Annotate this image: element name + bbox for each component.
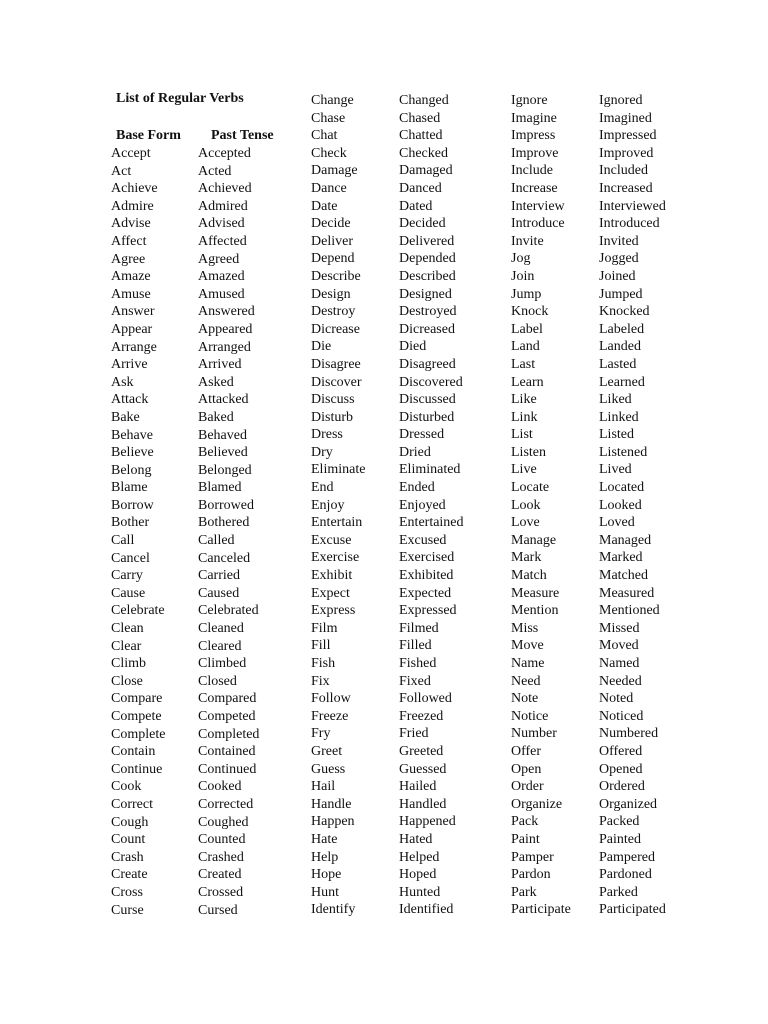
verb-item: Match (511, 568, 547, 584)
verb-item: Guessed (399, 761, 447, 777)
verb-item: Entertain (311, 515, 363, 531)
verb-item: Knock (511, 304, 549, 320)
verb-item: Dance (311, 180, 347, 196)
verb-item: Offer (511, 743, 542, 759)
verb-item: Enjoy (311, 497, 345, 513)
verb-item: Invite (511, 233, 544, 249)
verb-item: Cooked (198, 779, 242, 795)
verb-item: Measure (511, 585, 560, 601)
verb-item: Bake (111, 409, 140, 425)
verb-item: Guess (311, 761, 346, 777)
verb-item: Affect (111, 233, 147, 249)
verb-item: Compete (111, 709, 162, 724)
verb-item: Described (399, 268, 456, 284)
verb-item: Bothered (198, 515, 250, 531)
header-past-tense: Past Tense (211, 128, 274, 143)
verb-item: Film (311, 620, 338, 636)
verb-item: End (311, 480, 334, 496)
verb-item: Dry (311, 444, 333, 460)
verb-item: Excuse (311, 532, 352, 548)
verb-item: Counted (198, 832, 246, 848)
verb-item: Excused (399, 532, 447, 548)
verb-item: Freeze (311, 708, 349, 724)
verb-item: Design (311, 286, 351, 302)
verb-item: Agree (111, 251, 146, 267)
verb-item: Lived (599, 462, 632, 478)
verb-item: Ended (399, 480, 435, 496)
verb-item: Destroy (311, 304, 356, 320)
verb-item: Celebrate (111, 603, 165, 619)
verb-item: Competed (198, 709, 256, 724)
verb-item: Look (511, 497, 541, 513)
verb-item: Cook (111, 779, 142, 795)
verb-item: Dressed (399, 427, 445, 443)
verb-item: Called (198, 533, 235, 549)
verb-item: Dicreased (399, 321, 455, 337)
verb-item: Affected (198, 233, 247, 249)
verb-item: Complete (111, 726, 166, 742)
verb-item: Help (311, 849, 339, 865)
verb-item: Attack (111, 392, 149, 408)
verb-item: Expect (311, 585, 350, 601)
verb-item: Chased (399, 110, 441, 126)
verb-item: Chat (311, 128, 338, 144)
verb-item: Increased (599, 180, 653, 196)
verb-item: Continued (198, 761, 257, 777)
verb-item: Arrived (198, 357, 242, 373)
verb-item: Last (511, 356, 536, 372)
column1-past-list (198, 145, 259, 919)
verb-item: Completed (198, 726, 260, 742)
verb-item: Belong (111, 462, 152, 478)
column2-base-list (311, 92, 365, 919)
verb-item: Compare (111, 691, 163, 707)
verb-item: Decided (399, 216, 446, 232)
verb-item: Introduced (599, 216, 660, 232)
verb-item: Organize (511, 796, 563, 812)
verb-item: Filmed (399, 620, 439, 636)
verb-item: Marked (599, 550, 643, 566)
verb-item: Needed (599, 673, 642, 689)
verb-item: Pamper (511, 849, 554, 865)
verb-item: Created (198, 867, 242, 883)
verb-item: Check (311, 145, 347, 161)
verb-item: Cause (111, 585, 146, 601)
verb-item: Cross (111, 884, 143, 900)
verb-item: Listed (599, 427, 634, 443)
verb-item: Coughed (198, 814, 249, 830)
verb-item: Admire (111, 198, 154, 214)
verb-item: Invited (599, 233, 639, 249)
verb-item: Hail (311, 779, 336, 795)
verb-item: Disturbed (399, 409, 455, 425)
header-base-form: Base Form (116, 128, 181, 143)
verb-item: Fish (311, 656, 336, 671)
verb-item: Entertained (399, 515, 464, 531)
verb-item: Decide (311, 216, 351, 232)
verb-item: Compared (198, 691, 257, 707)
verb-item: Contain (111, 744, 156, 760)
verb-item: Achieved (198, 181, 252, 197)
verb-item: Organized (599, 796, 658, 812)
verb-item: Fix (311, 673, 330, 689)
verb-item: Crossed (198, 884, 244, 900)
verb-item: Landed (599, 339, 641, 355)
verb-item: Greeted (399, 743, 444, 759)
verb-item: Hated (399, 831, 433, 847)
verb-item: Cough (111, 814, 149, 830)
verb-item: Miss (511, 620, 539, 636)
verb-item: Discussed (399, 392, 456, 408)
verb-item: Ordered (599, 779, 645, 795)
document-title: List of Regular Verbs (116, 91, 244, 106)
verb-item: Discovered (399, 374, 463, 390)
verb-item: Packed (599, 814, 640, 830)
verb-item: Fried (399, 726, 429, 742)
verb-item: Amazed (198, 269, 245, 285)
verb-item: Discuss (311, 392, 355, 408)
verb-item: Disturb (311, 409, 353, 425)
verb-item: Enjoyed (399, 497, 446, 513)
verb-item: Exhibit (311, 568, 353, 584)
verb-item: Die (311, 339, 332, 355)
verb-item: Carried (198, 568, 240, 584)
verb-item: Eliminated (399, 462, 461, 478)
verb-item: Appear (111, 321, 153, 337)
verb-item: Corrected (198, 796, 254, 812)
verb-item: Like (511, 392, 537, 408)
verb-item: Expressed (399, 603, 457, 619)
verb-item: Admired (198, 198, 248, 214)
verb-item: Love (511, 515, 540, 531)
verb-item: Opened (599, 761, 643, 777)
verb-item: Dried (399, 444, 431, 460)
verb-item: Live (511, 462, 537, 478)
verb-item: Pardon (511, 867, 551, 883)
verb-item: Date (311, 198, 338, 214)
verb-item: Moved (599, 638, 639, 654)
verb-item: Freezed (399, 708, 444, 724)
verb-item: Missed (599, 620, 640, 636)
verb-item: Imagine (511, 110, 557, 126)
verb-item: Participated (599, 902, 666, 918)
verb-item: Hoped (399, 867, 437, 883)
verb-item: Identify (311, 902, 356, 918)
verb-item: Depend (311, 251, 355, 267)
verb-item: Mark (511, 550, 542, 566)
verb-item: Cleaned (198, 621, 244, 637)
verb-item: Paint (511, 831, 540, 847)
verb-item: Offered (599, 743, 643, 759)
verb-item: Loved (599, 515, 635, 531)
verb-item: Improve (511, 145, 559, 161)
verb-item: Destroyed (399, 304, 457, 320)
verb-item: Count (111, 832, 146, 848)
verb-item: Locate (511, 480, 550, 496)
verb-item: Borrowed (198, 497, 254, 513)
verb-item: Labeled (599, 321, 645, 337)
verb-item: Order (511, 779, 544, 795)
verb-item: Greet (311, 743, 343, 759)
verb-item: Died (399, 339, 427, 355)
verb-item: Pardoned (599, 867, 652, 883)
verb-item: Land (511, 339, 540, 355)
verb-item: Fixed (399, 673, 431, 689)
verb-item: Open (511, 761, 542, 777)
verb-item: Mention (511, 603, 559, 619)
verb-item: Include (511, 163, 553, 179)
verb-item: Depended (399, 251, 456, 267)
verb-item: Increase (511, 180, 558, 196)
verb-item: Delivered (399, 233, 455, 249)
verb-item: Cursed (198, 902, 238, 918)
verb-item: Agreed (198, 251, 240, 267)
verb-item: Happen (311, 814, 355, 830)
verb-item: Exhibited (399, 568, 454, 584)
verb-item: Dress (311, 427, 343, 443)
verb-item: Follow (311, 691, 351, 707)
verb-item: Notice (511, 708, 549, 724)
verb-item: Parked (599, 884, 638, 900)
verb-item: Accepted (198, 146, 251, 161)
verb-item: Ask (111, 374, 134, 390)
verb-item: Ignored (599, 93, 643, 108)
verb-item: List (511, 427, 533, 443)
verb-item: Climbed (198, 656, 247, 672)
verb-item: Learned (599, 374, 645, 390)
verb-item: Named (599, 656, 640, 671)
verb-item: Clean (111, 621, 144, 637)
verb-item: Correct (111, 796, 153, 812)
verb-item: Link (511, 409, 538, 425)
verb-item: Eliminate (311, 462, 366, 478)
verb-item: Mentioned (599, 603, 660, 619)
verb-item: Interviewed (599, 198, 666, 214)
verb-item: Behaved (198, 427, 247, 443)
verb-item: Crash (111, 849, 144, 865)
verb-item: Curse (111, 902, 144, 918)
verb-item: Number (511, 726, 557, 742)
verb-item: Contained (198, 744, 256, 760)
verb-item: Damaged (399, 163, 453, 179)
verb-item: Introduce (511, 216, 565, 232)
verb-item: Accept (111, 146, 151, 161)
column1-base-list (111, 145, 165, 919)
verb-item: Painted (599, 831, 641, 847)
verb-item: Jogged (599, 251, 639, 267)
verb-item: Believe (111, 445, 154, 461)
verb-item: Advised (198, 216, 245, 232)
verb-item: Fished (399, 656, 437, 671)
verb-item: Borrow (111, 497, 154, 513)
verb-item: Cancel (111, 550, 150, 566)
verb-item: Happened (399, 814, 456, 830)
verb-item: Answered (198, 304, 255, 320)
verb-item: Imagined (599, 110, 652, 126)
verb-item: Attacked (198, 392, 249, 408)
verb-item: Hunted (399, 884, 441, 900)
verb-item: Jumped (599, 286, 643, 302)
verb-item: Arrive (111, 357, 148, 373)
verb-item: Designed (399, 286, 452, 302)
verb-item: Label (511, 321, 543, 337)
verb-item: Impress (511, 128, 556, 144)
verb-item: Canceled (198, 550, 251, 566)
verb-item: Cleared (198, 638, 242, 654)
verb-item: Discover (311, 374, 362, 390)
verb-item: Handled (399, 796, 447, 812)
verb-item: Fill (311, 638, 331, 654)
column3-past-list (599, 92, 666, 919)
verb-item: Hate (311, 831, 338, 847)
verb-item: Disagree (311, 356, 361, 372)
verb-item: Appeared (198, 321, 253, 337)
verb-item: Park (511, 884, 537, 900)
verb-item: Achieve (111, 181, 158, 197)
verb-item: Checked (399, 145, 448, 161)
verb-item: Liked (599, 392, 632, 408)
verb-item: Included (599, 163, 648, 179)
verb-item: Noted (599, 691, 634, 707)
column3-base-list (511, 92, 571, 919)
verb-item: Ignore (511, 93, 548, 108)
verb-item: Call (111, 533, 135, 549)
verb-item: Chase (311, 110, 346, 126)
verb-item: Celebrated (198, 603, 259, 619)
verb-item: Disagreed (399, 356, 456, 372)
verb-item: Continue (111, 761, 163, 777)
verb-item: Dicrease (311, 321, 360, 337)
verb-item: Listen (511, 444, 546, 460)
verb-item: Belonged (198, 462, 252, 478)
verb-item: Jog (511, 251, 531, 267)
verb-item: Arrange (111, 339, 157, 355)
verb-item: Pack (511, 814, 539, 830)
verb-item: Advise (111, 216, 151, 232)
verb-item: Behave (111, 427, 153, 443)
verb-item: Name (511, 656, 545, 671)
verb-item: Helped (399, 849, 440, 865)
verb-item: Clear (111, 638, 142, 654)
verb-item: Asked (198, 374, 234, 390)
verb-item: Pampered (599, 849, 655, 865)
verb-item: Interview (511, 198, 565, 214)
verb-item: Acted (198, 163, 232, 179)
verb-item: Blame (111, 480, 148, 496)
verb-item: Damage (311, 163, 358, 179)
verb-item: Hunt (311, 884, 339, 900)
verb-item: Chatted (399, 128, 443, 144)
verb-item: Describe (311, 268, 361, 284)
verb-item: Hailed (399, 779, 437, 795)
verb-item: Arranged (198, 339, 251, 355)
verb-item: Manage (511, 532, 557, 548)
verb-item: Join (511, 268, 535, 284)
verb-item: Impressed (599, 128, 657, 144)
verb-item: Dated (399, 198, 433, 214)
verb-item: Measured (599, 585, 655, 601)
verb-item: Jump (511, 286, 542, 302)
verb-item: Bother (111, 515, 150, 531)
verb-item: Act (111, 163, 132, 179)
verb-item: Exercised (399, 550, 455, 566)
verb-item: Identified (399, 902, 454, 918)
verb-item: Followed (399, 691, 452, 707)
verb-item: Hope (311, 867, 342, 883)
verb-item: Joined (599, 268, 636, 284)
verb-item: Participate (511, 902, 571, 918)
verb-item: Caused (198, 585, 240, 601)
verb-item: Express (311, 603, 356, 619)
verb-item: Closed (198, 673, 237, 689)
verb-item: Create (111, 867, 148, 883)
verb-item: Note (511, 691, 539, 707)
verb-item: Carry (111, 568, 143, 584)
verb-item: Numbered (599, 726, 659, 742)
verb-item: Looked (599, 497, 642, 513)
verb-item: Crashed (198, 849, 244, 865)
verb-item: Amaze (111, 269, 151, 285)
verb-item: Filled (399, 638, 432, 654)
verb-item: Answer (111, 304, 155, 320)
verb-item: Handle (311, 796, 352, 812)
verb-item: Change (311, 93, 354, 108)
verb-item: Located (599, 480, 645, 496)
verb-item: Matched (599, 568, 648, 584)
verb-item: Need (511, 673, 541, 689)
verb-item: Linked (599, 409, 639, 425)
verb-item: Move (511, 638, 544, 654)
verb-item: Believed (198, 445, 248, 461)
verb-item: Blamed (198, 480, 242, 496)
verb-item: Listened (599, 444, 648, 460)
verb-item: Baked (198, 409, 234, 425)
verb-item: Climb (111, 656, 147, 672)
verb-item: Changed (399, 93, 449, 108)
verb-item: Noticed (599, 708, 644, 724)
verb-item: Amuse (111, 286, 151, 302)
column2-past-list (399, 92, 464, 919)
verb-item: Close (111, 673, 143, 689)
verb-item: Fry (311, 726, 331, 742)
verb-item: Learn (511, 374, 544, 390)
verb-item: Lasted (599, 356, 637, 372)
verb-item: Expected (399, 585, 452, 601)
verb-item: Exercise (311, 550, 360, 566)
verb-item: Managed (599, 532, 652, 548)
verb-item: Improved (599, 145, 654, 161)
verb-item: Amused (198, 286, 245, 302)
verb-item: Knocked (599, 304, 650, 320)
verb-item: Deliver (311, 233, 353, 249)
verb-item: Danced (399, 180, 442, 196)
